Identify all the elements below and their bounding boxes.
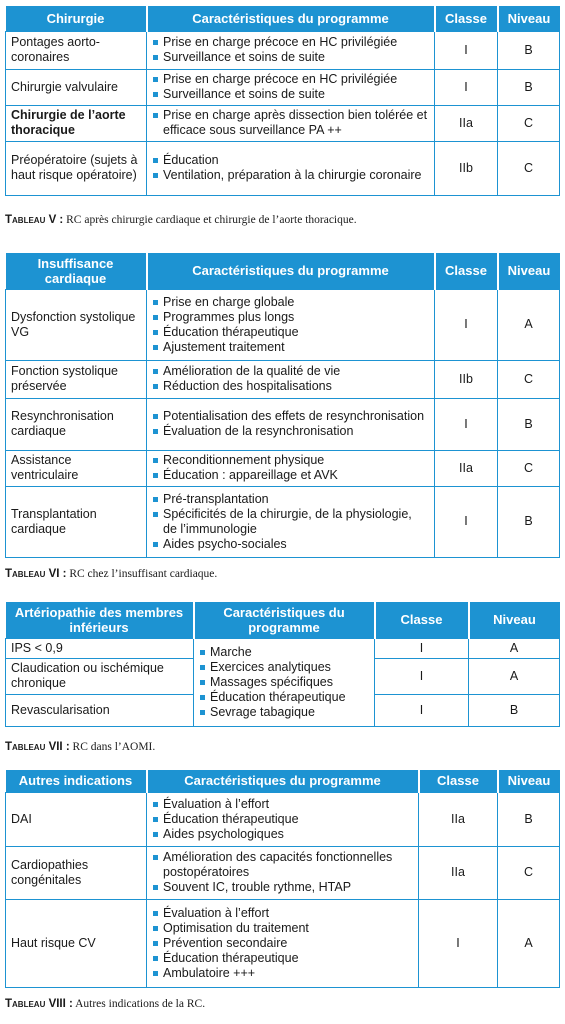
niveau-cell: A [469,658,560,694]
list-item: Optimisation du traitement [152,921,413,936]
niveau-cell: C [498,450,560,486]
row-label: Resynchronisation cardiaque [6,398,147,450]
header-niveau: Niveau [498,6,560,31]
list-item: Évaluation à l’effort [152,906,413,921]
row-label: Chirurgie de l’aorte thoracique [6,105,147,141]
row-label: Cardiopathies congénitales [6,846,147,899]
programme-list [152,906,413,981]
list-item: Surveillance et soins de suite [152,50,429,65]
table-row [6,398,560,450]
niveau-cell: A [498,899,560,987]
header-programme: Caractéristiques du programme [147,770,419,792]
programme-list [152,72,429,102]
table-row [6,450,560,486]
programme-list [152,492,429,552]
list-item: Marche [199,645,369,660]
header-classe: Classe [375,602,469,638]
list-item: Potentialisation des effets de resynchronisation [152,409,429,424]
table-row [6,31,560,69]
classe-cell: I [435,289,498,360]
list-item: Reconditionnement physique [152,453,429,468]
caption-number: VIII : [48,998,73,1010]
niveau-cell: B [498,31,560,69]
list-item: Prise en charge après dissection bien tolérée et efficace sous surveillance PA ++ [152,108,429,138]
caption-text: RC chez l’insuffisant cardiaque. [66,568,218,580]
row-label: Chirurgie valvulaire [6,69,147,105]
list-item: Prise en charge précoce en HC privilégiée [152,35,429,50]
caption-text: Autres indications de la RC. [72,998,206,1010]
row-label: Haut risque CV [6,899,147,987]
caption-number: VII : [48,741,70,753]
programme-list [152,364,429,394]
header-programme: Caractéristiques du programme [147,6,435,31]
classe-cell: IIa [435,105,498,141]
row-label: IPS < 0,9 [6,638,194,658]
list-item: Massages spécifiques [199,675,369,690]
list-item: Aides psycho-sociales [152,537,429,552]
row-label: Claudication ou ischémique chronique [6,658,194,694]
caption-number: V : [48,214,64,226]
header-niveau: Niveau [498,253,560,289]
niveau-cell: B [498,486,560,557]
caption-table-viii [5,998,205,1010]
classe-cell: I [375,658,469,694]
caption-number: VI : [48,568,67,580]
list-item: Éducation [152,153,429,168]
list-item: Ajustement traitement [152,340,429,355]
list-item: Éducation thérapeutique [152,951,413,966]
list-item: Prise en charge globale [152,295,429,310]
classe-cell: IIb [435,360,498,398]
header-niveau: Niveau [498,770,560,792]
table-row [6,899,560,987]
row-label: Transplantation cardiaque [6,486,147,557]
niveau-cell: B [498,792,560,846]
list-item: Éducation : appareillage et AVK [152,468,429,483]
list-item: Aides psychologiques [152,827,413,842]
row-label: Préopératoire (sujets à haut risque opératoire) [6,141,147,195]
programme-list [152,797,413,842]
programme-list [199,645,369,720]
niveau-cell: C [498,360,560,398]
niveau-cell: B [498,398,560,450]
header-indication: Insuffisance cardiaque [6,253,147,289]
list-item: Amélioration des capacités fonctionnelles postopératoires [152,850,413,880]
header-programme: Caractéristiques du programme [194,602,375,638]
classe-cell: IIa [419,792,498,846]
table-row [6,792,560,846]
row-label: Pontages aorto-coronaires [6,31,147,69]
niveau-cell: B [498,69,560,105]
caption-text: RC après chirurgie cardiaque et chirurgie de l’aorte thoracique. [63,214,357,226]
table-row [6,105,560,141]
header-programme: Caractéristiques du programme [147,253,435,289]
header-niveau: Niveau [469,602,560,638]
classe-cell: I [375,638,469,658]
row-label: Revascularisation [6,694,194,726]
classe-cell: I [419,899,498,987]
table-vii [5,602,560,727]
caption-table-vii [5,741,155,753]
classe-cell: I [435,398,498,450]
row-label: Assistance ventriculaire [6,450,147,486]
list-item: Éducation thérapeutique [152,325,429,340]
classe-cell: I [435,486,498,557]
list-item: Sevrage tabagique [199,705,369,720]
niveau-cell: A [498,289,560,360]
header-indication: Artériopathie des membres inférieurs [6,602,194,638]
list-item: Amélioration de la qualité de vie [152,364,429,379]
classe-cell: IIa [419,846,498,899]
table-row [6,638,560,658]
table-vi [5,253,560,558]
row-label: Fonction systolique préservée [6,360,147,398]
caption-table-v [5,214,357,226]
table-viii [5,770,560,988]
classe-cell: I [435,69,498,105]
table-row [6,486,560,557]
list-item: Évaluation à l’effort [152,797,413,812]
classe-cell: I [435,31,498,69]
programme-list [152,453,429,483]
header-indication: Autres indications [6,770,147,792]
classe-cell: I [375,694,469,726]
programme-list [152,295,429,355]
niveau-cell: C [498,141,560,195]
list-item: Réduction des hospitalisations [152,379,429,394]
list-item: Évaluation de la resynchronisation [152,424,429,439]
row-label: DAI [6,792,147,846]
niveau-cell: C [498,846,560,899]
niveau-cell: B [469,694,560,726]
table-v [5,6,560,196]
list-item: Surveillance et soins de suite [152,87,429,102]
programme-list [152,108,429,138]
table-row [6,289,560,360]
list-item: Ambulatoire +++ [152,966,413,981]
table-row [6,141,560,195]
header-indication: Chirurgie [6,6,147,31]
list-item: Spécificités de la chirurgie, de la physiologie, de l’immunologie [152,507,429,537]
list-item: Souvent IC, trouble rythme, HTAP [152,880,413,895]
list-item: Prévention secondaire [152,936,413,951]
programme-list [152,409,429,439]
list-item: Exercices analytiques [199,660,369,675]
niveau-cell: C [498,105,560,141]
header-classe: Classe [435,6,498,31]
programme-list [152,35,429,65]
caption-label: Tableau [5,741,46,753]
row-label: Dysfonction systolique VG [6,289,147,360]
programme-list [152,153,429,183]
list-item: Pré-transplantation [152,492,429,507]
table-row [6,360,560,398]
list-item: Éducation thérapeutique [152,812,413,827]
caption-label: Tableau [5,998,46,1010]
caption-table-vi [5,568,217,580]
classe-cell: IIb [435,141,498,195]
niveau-cell: A [469,638,560,658]
list-item: Éducation thérapeutique [199,690,369,705]
caption-label: Tableau [5,568,46,580]
list-item: Prise en charge précoce en HC privilégiée [152,72,429,87]
caption-text: RC dans l’AOMI. [69,741,156,753]
header-classe: Classe [419,770,498,792]
table-row [6,846,560,899]
list-item: Programmes plus longs [152,310,429,325]
header-classe: Classe [435,253,498,289]
table-row [6,69,560,105]
programme-list [152,850,413,895]
list-item: Ventilation, préparation à la chirurgie coronaire [152,168,429,183]
caption-label: Tableau [5,214,46,226]
classe-cell: IIa [435,450,498,486]
